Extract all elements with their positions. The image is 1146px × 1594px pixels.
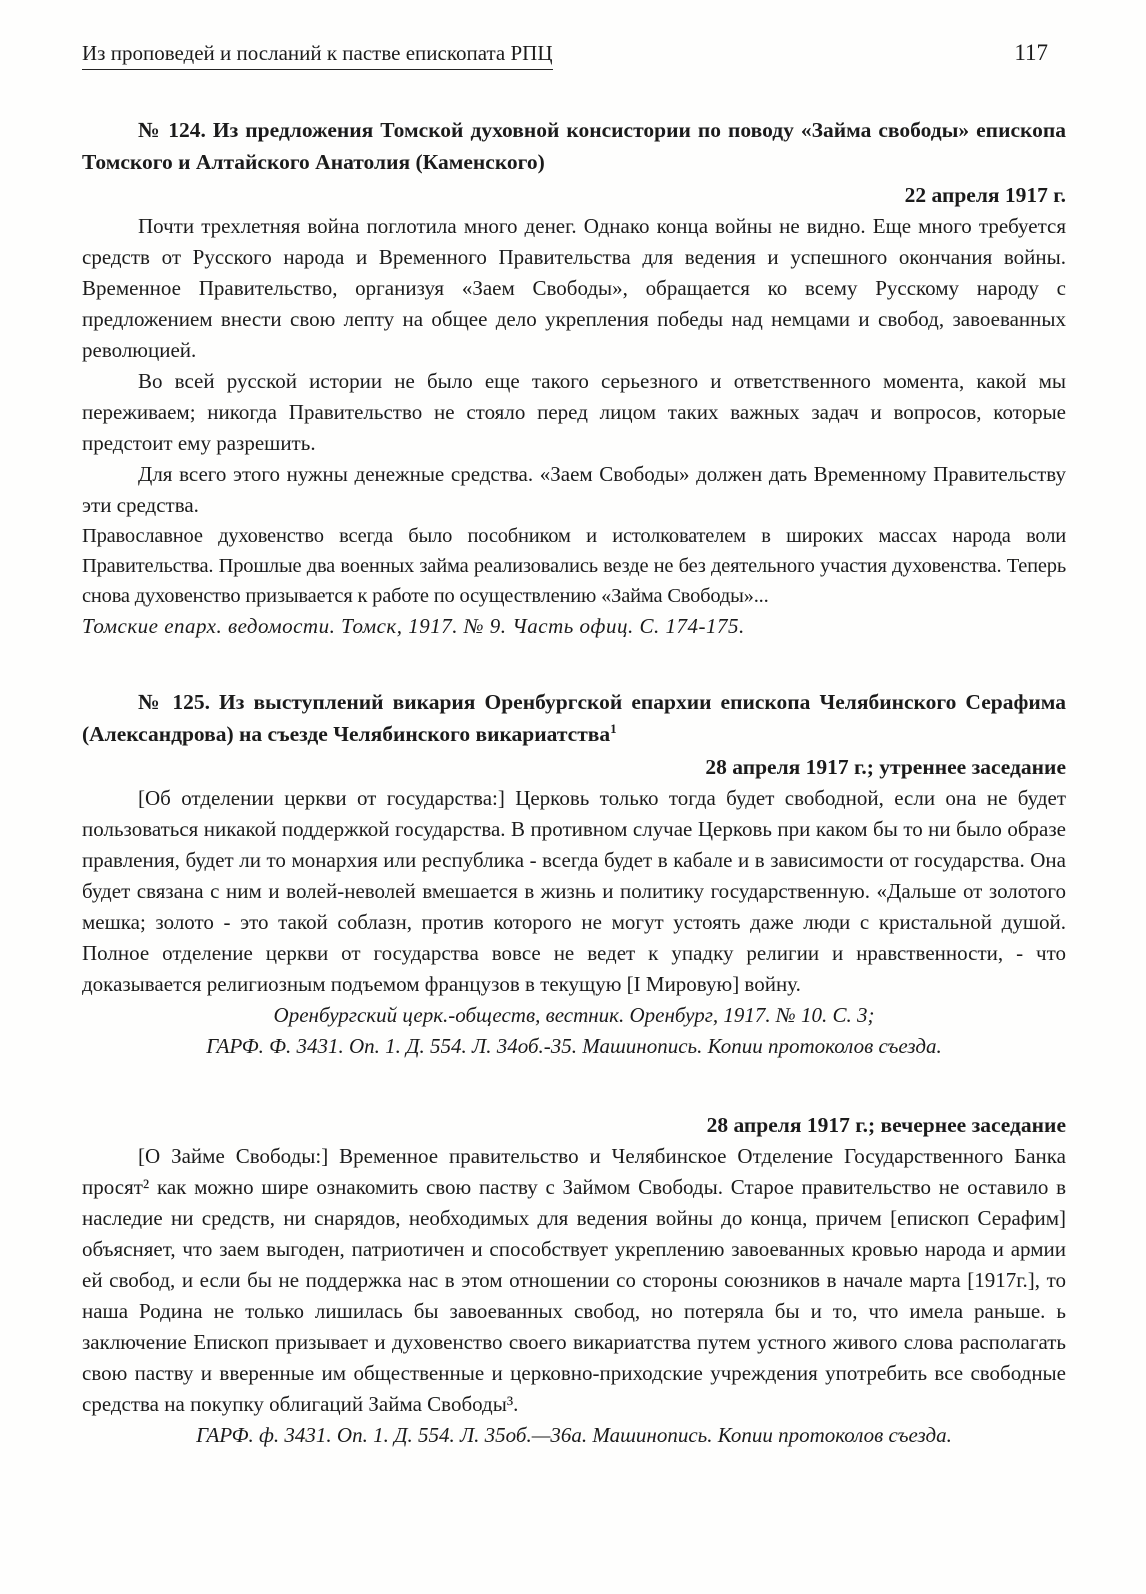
document-124-date: 22 апреля 1917 г. — [904, 183, 1066, 207]
session-evening-source-citation: ГАРФ. ф. 3431. Оп. 1. Д. 554. Л. 35об.—36а. Машинопись. Копии протоколов съезда. — [196, 1423, 952, 1447]
session-morning-paragraph: [Об отделении церкви от государства:] Церковь только тогда будет свободной, если она не будет пользоваться никакой поддержкой государства. В противном случае Церковь при каком бы то ни было образе правления, будет ли то монархия или республика - всегда будет в кабале и в зависимости от государства. Она будет связана с ним и волей-неволей вмешается в жизнь и политику государственную. «Дальше от золотого мешка; золото - это такой соблазн, против которого не могут устоять даже люди с кристальной душой. Полное отделение церкви от государства вовсе не ведет к упадку религии и нравственности, - что доказывается религиозным подъемом французов в текущую [I Мировую] войну. — [82, 786, 1066, 996]
page-header — [82, 40, 1066, 70]
document-124 — [82, 114, 1066, 642]
session-evening-date: 28 апреля 1917 г.; вечернее заседание — [706, 1113, 1066, 1137]
document-124-paragraph-2: Во всей русской истории не было еще такого серьезного и ответственного момента, какой мы переживаем; никогда Правительство не стояло перед лицом таких важных задач и вопросов, которые предстоит ему разрешить. — [82, 369, 1066, 455]
document-124-paragraph-3: Для всего этого нужны денежные средства. «Заем Свободы» должен дать Временному Правительству эти средства. — [82, 462, 1066, 517]
document-124-paragraph-1: Почти трехлетняя война поглотила много денег. Однако конца войны не видно. Еще много требуется средств от Русского народа и Временного Правительства для ведения и успешного окончания войны. Временное Правительство, организуя «Заем Свободы», обращается ко всему Русскому народу с предложением внести свою лепту на общее дело укрепления победы над немцами и свобод, завоеванных революцией. — [82, 214, 1066, 362]
document-125-title — [82, 686, 1066, 750]
page-number: 117 — [1014, 40, 1048, 65]
session-morning — [82, 752, 1066, 1062]
document-125 — [82, 686, 1066, 1451]
session-morning-source-line-2: ГАРФ. Ф. 3431. Оп. 1. Д. 554. Л. 34об.-35. Машинопись. Копии протоколов съезда. — [206, 1034, 942, 1058]
session-morning-date: 28 апреля 1917 г.; утреннее заседание — [705, 755, 1066, 779]
session-evening — [82, 1110, 1066, 1451]
document-124-note-paragraph: Православное духовенство всегда было пособником и истолкователем в широких массах народа воли Правительства. Прошлые два военных займа реализовались везде не без деятельного участия духовенства. Теперь снова духовенство призывается к работе по осуществлению «Займа Свободы»... — [82, 525, 1066, 607]
session-evening-paragraph: [О Займе Свободы:] Временное правительство и Челябинское Отделение Государственного Банка просят² как можно шире ознакомить свою паству с Займом Свободы. Старое правительство не оставило в наследие ни средств, ни снарядов, необходимых для ведения войны до конца, причем [епископ Серафим] объясняет, что заем выгоден, патриотичен и способствует укреплению завоеванных кровью народа и армии ей свобод, и если бы не поддержка нас в этом отношении со стороны союзников в начале марта [1917г.], то наша Родина не только лишилась бы завоеванных свобод, но потеряла бы и то, что имела раньше. ь заключение Епископ призывает и духовенство своего викариатства путем устного живого слова располагать свою паству и вверенные им общественные и церковно-приходские учреждения употребить все свободные средства на покупку облигаций Займа Свободы³. — [82, 1144, 1066, 1416]
document-124-title: № 124. Из предложения Томской духовной консистории по поводу «Займа свободы» епископа Томского и Алтайского Анатолия (Каменского) — [82, 118, 1066, 174]
document-125-title-footnote-mark: 1 — [610, 720, 617, 736]
document-125-title-text: № 125. Из выступлений викария Оренбургской епархии епископа Челябинского Серафима (Александрова) на съезде Челябинского викариатства — [82, 690, 1066, 746]
document-124-source-citation: Томские епарх. ведомости. Томск, 1917. № 9. Часть офиц. С. 174-175. — [82, 614, 745, 638]
running-header-title: Из проповедей и посланий к пастве епископата РПЦ — [82, 40, 553, 70]
session-morning-source-line-1: Оренбургский церк.-обществ, вестник. Оренбург, 1917. № 10. С. 3; — [273, 1003, 875, 1027]
